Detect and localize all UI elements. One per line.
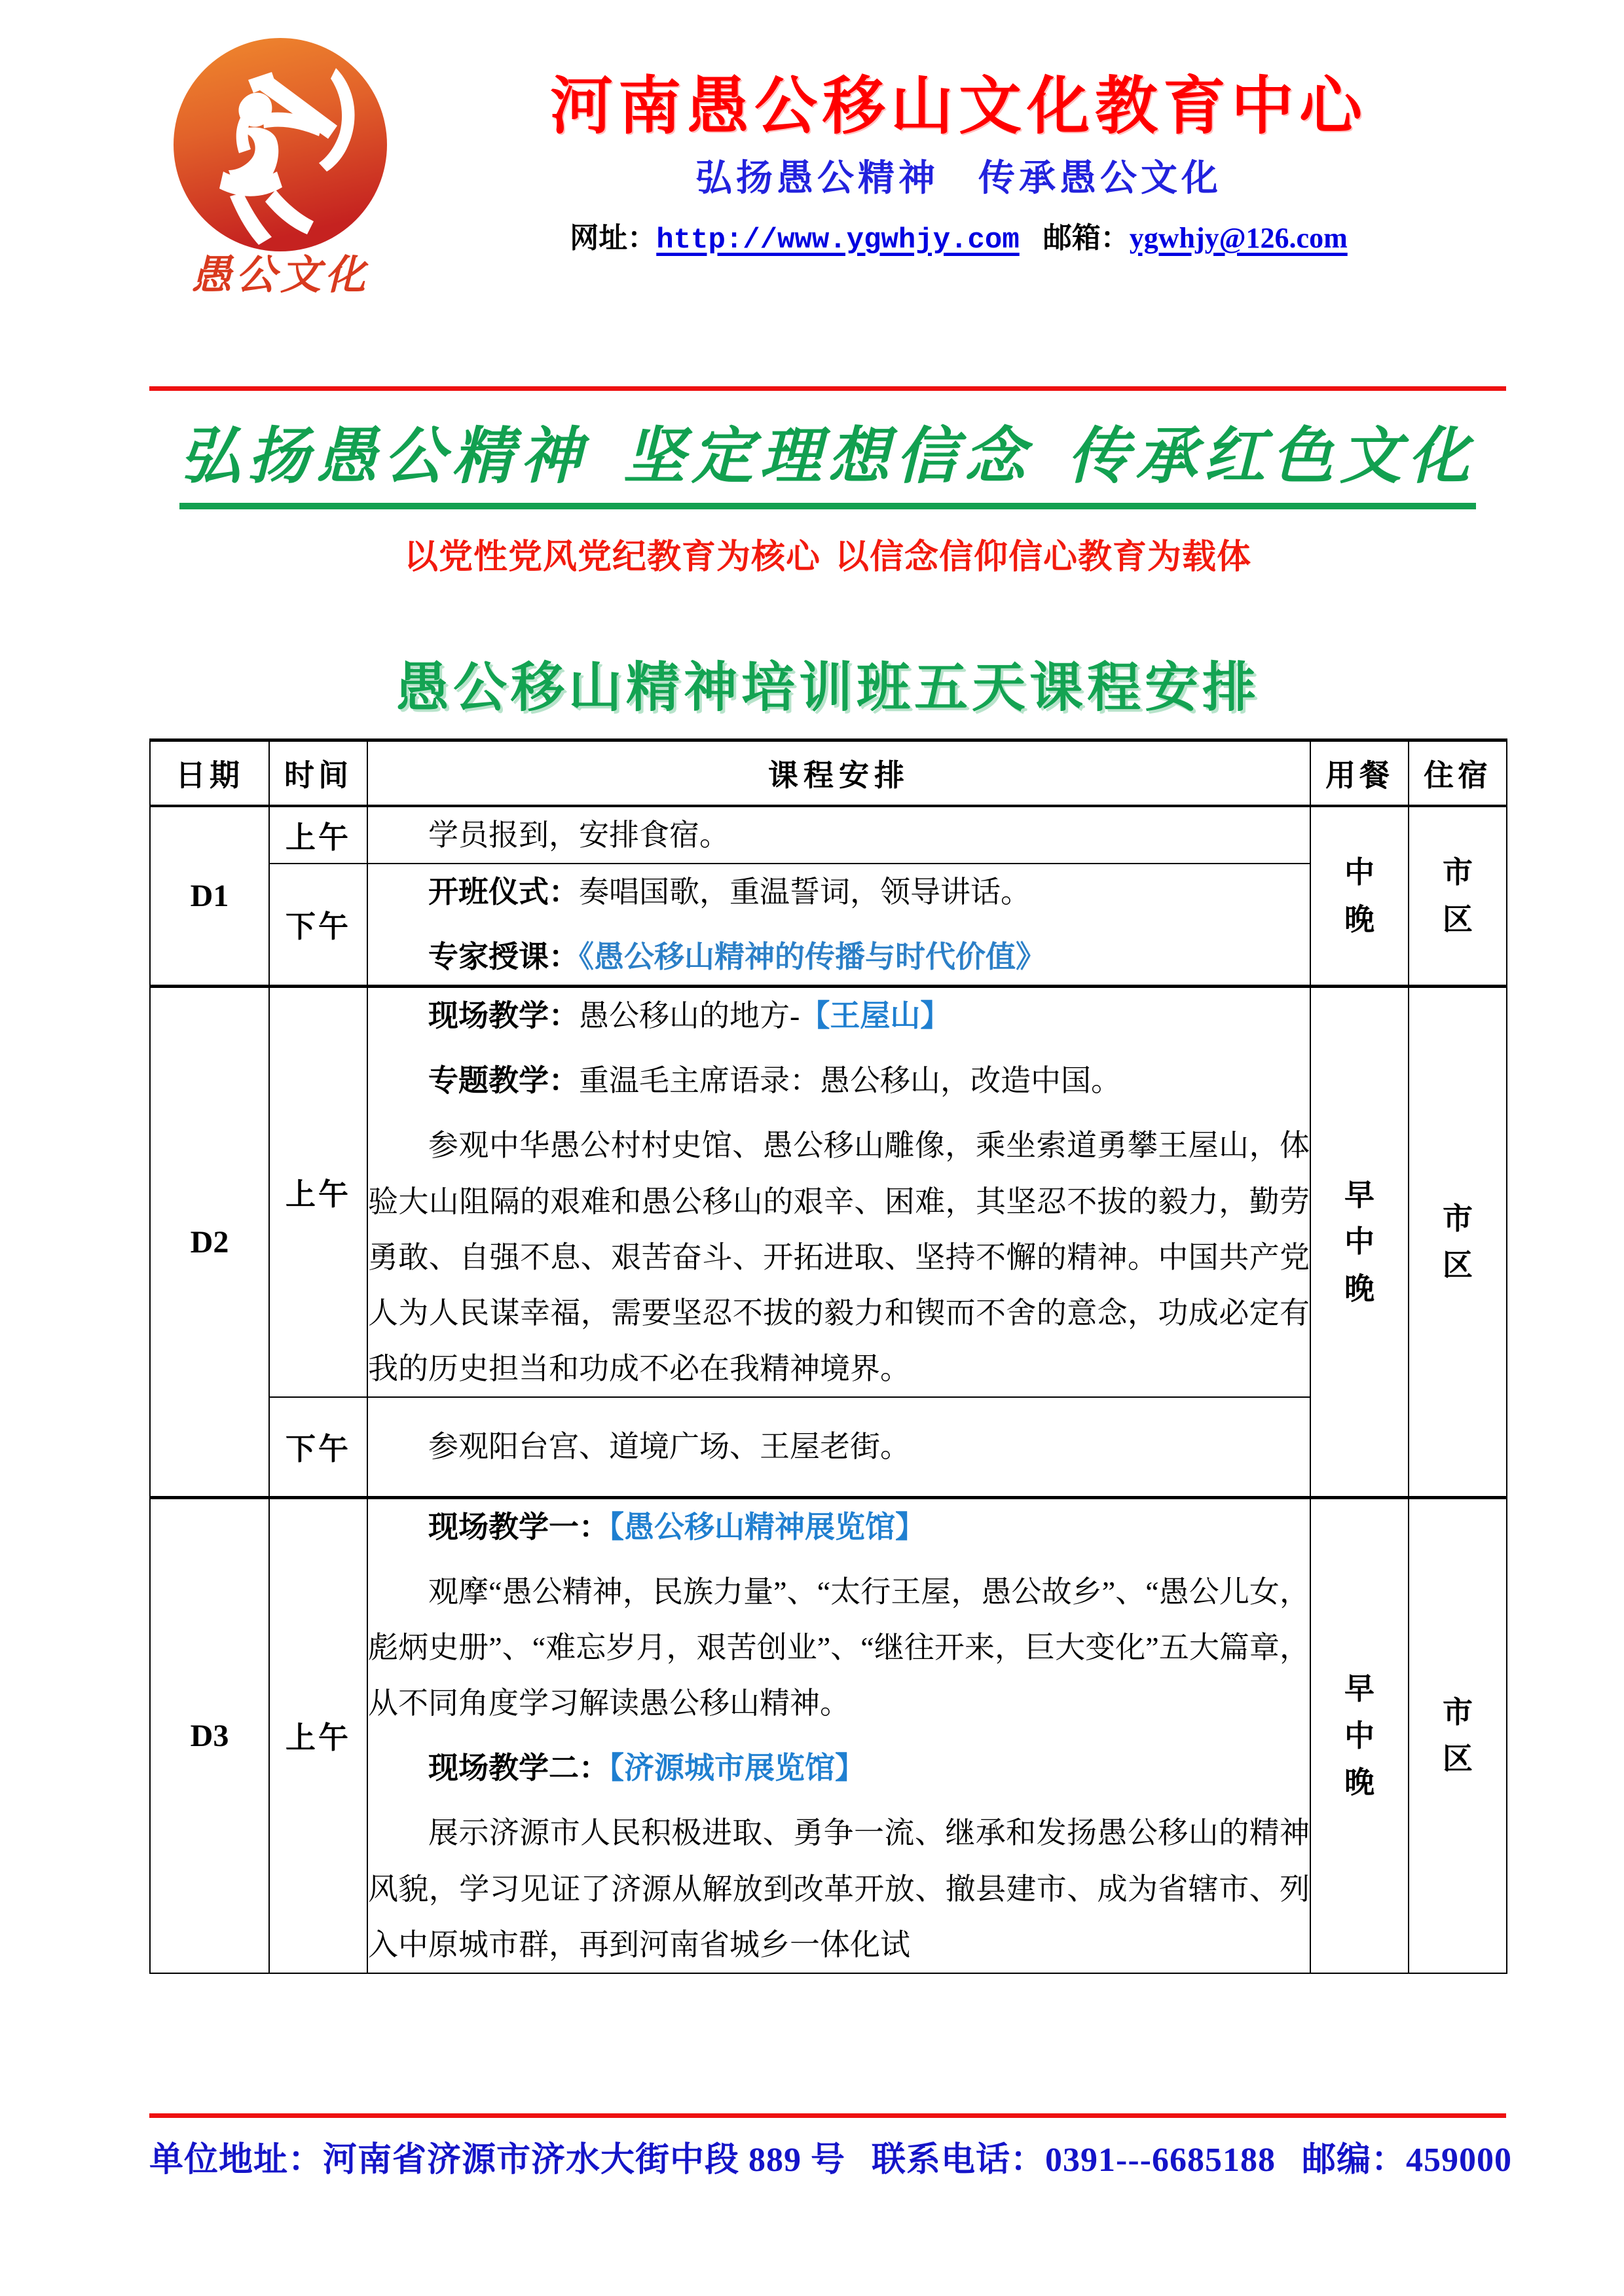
- cell-time-d2-pm: 下午: [269, 1397, 367, 1498]
- d3-venue-1: 【愚公移山精神展览馆】: [609, 1510, 925, 1544]
- header-text-block: [411, 31, 1506, 257]
- cell-course-d2-pm: [367, 1397, 1310, 1498]
- footer-zip: 459000: [1406, 2141, 1513, 2179]
- schedule-table-title: 愚公移山精神培训班五天课程安排: [395, 658, 1260, 718]
- d3-label-2: 现场教学二：: [428, 1751, 609, 1785]
- cell-course-d2-am: [367, 987, 1310, 1397]
- slogan-right: 传承愚公文化: [978, 158, 1222, 200]
- d1-meal-2: 晚: [1344, 902, 1375, 936]
- d2-am-label-1: 现场教学：: [428, 999, 579, 1033]
- cell-time-d1-am: 上午: [269, 806, 367, 864]
- headline-part-3: 传承红色文化: [1067, 423, 1477, 491]
- cell-time-d3-am: 上午: [269, 1497, 367, 1973]
- subtitle-part-2: 以信念信仰信心教育为载体: [835, 539, 1252, 576]
- cell-course-d1-pm: [367, 864, 1310, 987]
- logo-caption: 愚公文化: [191, 253, 369, 298]
- d1-stay-2: 区: [1443, 902, 1473, 936]
- d1-am-text: 学员报到，安排食宿。: [428, 818, 729, 852]
- cell-day-d1: D1: [150, 806, 269, 987]
- d2-stay-1: 市: [1443, 1201, 1473, 1235]
- d2-am-label-2: 专题教学：: [428, 1064, 579, 1098]
- d3-meal-3: 晚: [1344, 1765, 1375, 1799]
- cell-meal-d1: [1310, 806, 1409, 987]
- organization-title: 河南愚公移山文化教育中心: [550, 71, 1367, 141]
- table-row: [150, 1497, 1507, 1973]
- d3-meal-1: 早: [1344, 1672, 1375, 1706]
- d3-stay-2: 区: [1443, 1742, 1473, 1776]
- cell-time-d2-am: 上午: [269, 987, 367, 1397]
- d3-stay-1: 市: [1443, 1696, 1473, 1730]
- footer-phone: 0391---6685188: [1045, 2141, 1276, 2179]
- subtitle-part-1: 以党性党风党纪教育为核心: [403, 539, 821, 576]
- column-header-stay: 住宿: [1409, 740, 1507, 807]
- website-link[interactable]: http://www.ygwhjy.com: [656, 223, 1020, 257]
- cell-course-d1-am: [367, 806, 1310, 864]
- cell-day-d3: D3: [150, 1497, 269, 1973]
- d1-stay-1: 市: [1443, 856, 1473, 890]
- footer-divider-rule: [149, 2113, 1506, 2118]
- d3-paragraph-1: 观摩“愚公精神，民族力量”、“太行王屋，愚公故乡”、“愚公儿女，彪炳史册”、“难忘岁月，艰苦创业”、“继往开来，巨大变化”五大篇章，从不同角度学习解读愚公移山精神。: [368, 1575, 1310, 1721]
- cell-meal-d2: [1310, 987, 1409, 1498]
- d2-am-venue: 【王屋山】: [800, 999, 951, 1033]
- cell-time-d1-pm: 下午: [269, 864, 367, 987]
- cell-stay-d2: [1409, 987, 1507, 1498]
- footer-phone-label: 联系电话：: [872, 2141, 1046, 2179]
- schedule-table: [149, 738, 1507, 1974]
- cell-course-d3-am: [367, 1497, 1310, 1973]
- green-headline: [149, 419, 1506, 509]
- d1-pm-label-1: 开班仪式：: [428, 875, 579, 909]
- column-header-course: 课程安排: [367, 740, 1310, 807]
- letterhead-header: [149, 31, 1506, 359]
- headline-part-1: 弘扬愚公精神: [179, 423, 588, 491]
- column-header-date: 日期: [150, 740, 269, 807]
- d2-stay-2: 区: [1443, 1248, 1473, 1283]
- slogan-left: 弘扬愚公精神: [695, 158, 939, 200]
- website-label: 网址：: [570, 221, 657, 254]
- cell-day-d2: D2: [150, 987, 269, 1498]
- d1-meal-1: 中: [1344, 856, 1375, 890]
- d1-pm-text-2: 《愚公移山精神的传播与时代价值》: [579, 940, 1046, 974]
- d2-meal-2: 中: [1344, 1225, 1375, 1259]
- footer-zip-label: 邮编：: [1302, 2141, 1407, 2179]
- cell-meal-d3: [1310, 1497, 1409, 1973]
- cell-stay-d1: [1409, 806, 1507, 987]
- email-link[interactable]: ygwhjy@126.com: [1129, 221, 1348, 254]
- table-row: [150, 987, 1507, 1397]
- d3-venue-2: 【济源城市展览馆】: [609, 1751, 865, 1785]
- headline-part-2: 坚定理想信念: [623, 423, 1032, 491]
- d3-meal-2: 中: [1344, 1719, 1375, 1753]
- d3-paragraph-2: 展示济源市人民积极进取、勇争一流、继承和发扬愚公移山的精神风貌，学习见证了济源从解放到改革开放、撤县建市、成为省辖市、列入中原城市群，再到河南省城乡一体化试: [368, 1816, 1310, 1961]
- d2-am-text-2: 重温毛主席语录：愚公移山，改造中国。: [579, 1064, 1121, 1098]
- footer-address: 河南省济源市济水大街中段 889 号: [323, 2141, 846, 2179]
- man-with-pickaxe-logo-icon: [172, 37, 388, 253]
- d1-pm-label-2: 专家授课：: [428, 940, 579, 974]
- footer-address-label: 单位地址：: [149, 2141, 323, 2179]
- d2-meal-1: 早: [1344, 1178, 1375, 1212]
- contact-line: [570, 221, 1348, 258]
- d2-am-paragraph: 参观中华愚公村村史馆、愚公移山雕像，乘坐索道勇攀王屋山，体验大山阻隔的艰难和愚公移山的艰辛、困难，其坚忍不拔的毅力，勤劳勇敢、自强不息、艰苦奋斗、开拓进取、坚持不懈的精神。中国共产党人为人民谋幸福，需要坚忍不拔的毅力和锲而不舍的意念，功成必定有我的历史担当和功成不必在我精神境界。: [368, 1129, 1310, 1385]
- d3-label-1: 现场教学一：: [428, 1510, 609, 1544]
- table-header-row: [150, 740, 1507, 807]
- red-subtitle: [149, 529, 1506, 578]
- footer-contact: [149, 2132, 1513, 2181]
- column-header-time: 时间: [269, 740, 367, 807]
- d2-pm-text: 参观阳台宫、道境广场、王屋老街。: [428, 1430, 910, 1464]
- organization-slogan: [695, 157, 1222, 201]
- d1-pm-text-1: 奏唱国歌，重温誓词，领导讲话。: [579, 875, 1031, 909]
- cell-stay-d3: [1409, 1497, 1507, 1973]
- logo-block: [149, 31, 411, 296]
- d2-am-text-1a: 愚公移山的地方-: [579, 999, 800, 1033]
- header-divider-rule: [149, 386, 1506, 391]
- column-header-meal: 用餐: [1310, 740, 1409, 807]
- table-row: [150, 1397, 1507, 1498]
- d2-meal-3: 晚: [1344, 1271, 1375, 1305]
- table-row: [150, 806, 1507, 864]
- table-row: [150, 864, 1507, 987]
- email-label: 邮箱：: [1043, 221, 1130, 254]
